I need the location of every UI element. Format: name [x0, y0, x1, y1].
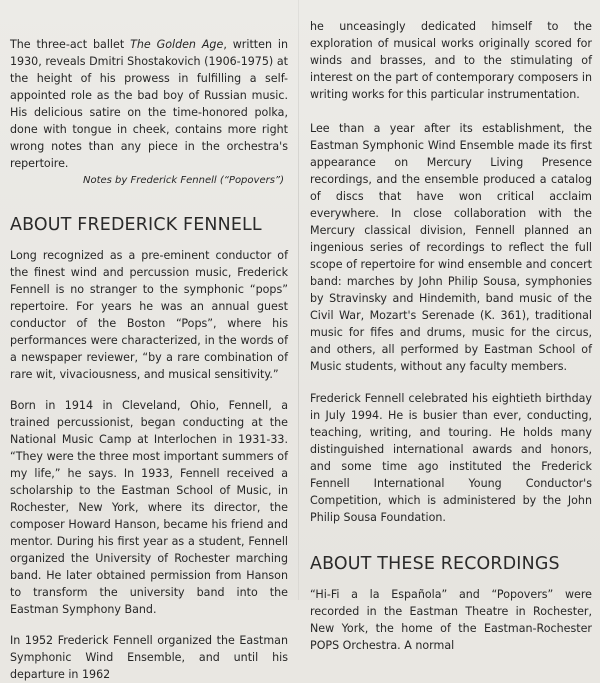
recordings-paragraph: Lee than a year after its establishment, the Eastman Symphonic Wind Ensemble made its first appearance on Mercury Living Presence recordings, and the ensemble produced a catalog of discs that have won critical acclaim everywhere. In close collaboration with the Mercury classical division, Fennell planned an ingenious series of recordings to reflect the full scope of repertoire for wind ensemble and concert band: marches by John Philip Sousa, symphonies by Stravinsky and Hindemith, band music of the Civil War, Mozart's Serenade (K. 361), traditional music for fifes and drums, music for the circus, and others, all performed by Eastman School of Music students, without any faculty members.: [310, 122, 592, 373]
section-heading-fennell: ABOUT FREDERICK FENNELL: [10, 215, 262, 235]
intro-text-start: The three-act ballet: [10, 38, 131, 51]
fennell-paragraph-2: Born in 1914 in Cleveland, Ohio, Fennell, a trained percussionist, began conducting at the National Music Camp at Interlochen in 1931-33. “They were the three most important summers of my life,” he says. In 1933, Fennell received a scholarship to the Eastman School of Music, in Rochester, New York, where its director, the composer Howard Hanson, became his friend and mentor. During his first year as a student, Fennell organized the University of Rochester marching band. He later obtained permission from Hanson to transform the university band into the Eastman Symphony Band.: [10, 399, 288, 616]
intro-paragraph: [10, 36, 288, 172]
left-column: [10, 0, 288, 683]
birthday-paragraph: Frederick Fennell celebrated his eightieth birthday in July 1994. He is busier than ever, conducting, teaching, writing, and touring. He holds many distinguished international awards and honors, and some time ago instituted the Frederick Fennell International Young Conductor's Competition, which is administered by the John Philip Sousa Foundation.: [310, 392, 592, 524]
fennell-paragraph-3: In 1952 Frederick Fennell organized the Eastman Symphonic Wind Ensemble, and until his departure in 1962: [10, 634, 288, 681]
ballet-title: The Golden Age: [130, 38, 224, 51]
notes-credit: Notes by Frederick Fennell (“Popovers”): [82, 175, 284, 186]
recordings-intro-paragraph: “Hi-Fi a la Española” and “Popovers” were recorded in the Eastman Theatre in Rochester, New York, the home of the Eastman-Rochester POPS Orchestra. A normal: [310, 588, 592, 652]
column-divider: [298, 0, 299, 600]
fennell-paragraph-1: Long recognized as a pre-eminent conductor of the finest wind and percussion music, Frederick Fennell is no stranger to the symphonic “pops” repertoire. For years he was an annual guest conductor of the Boston “Pops”, where his performances were characterized, in the words of a newspaper reviewer, “by a rare combination of rare wit, vivaciousness, and musical sensitivity.”: [10, 249, 288, 381]
section-heading-recordings: ABOUT THESE RECORDINGS: [310, 554, 560, 574]
continuation-paragraph: he unceasingly dedicated himself to the exploration of musical works originally scored for winds and brasses, and to the stimulating of interest on the part of contemporary composers in writing works for this particular instrumentation.: [310, 20, 592, 101]
intro-text-rest: , written in 1930, reveals Dmitri Shostakovich (1906-1975) at the height of his prowess in fulfilling a self-appointed role as the bad boy of Russian music. His delicious satire on the time-honored polka, done with tongue in cheek, contains more right wrong notes than any piece in the orchestra's repertoire.: [10, 38, 288, 170]
right-column: [310, 0, 592, 654]
